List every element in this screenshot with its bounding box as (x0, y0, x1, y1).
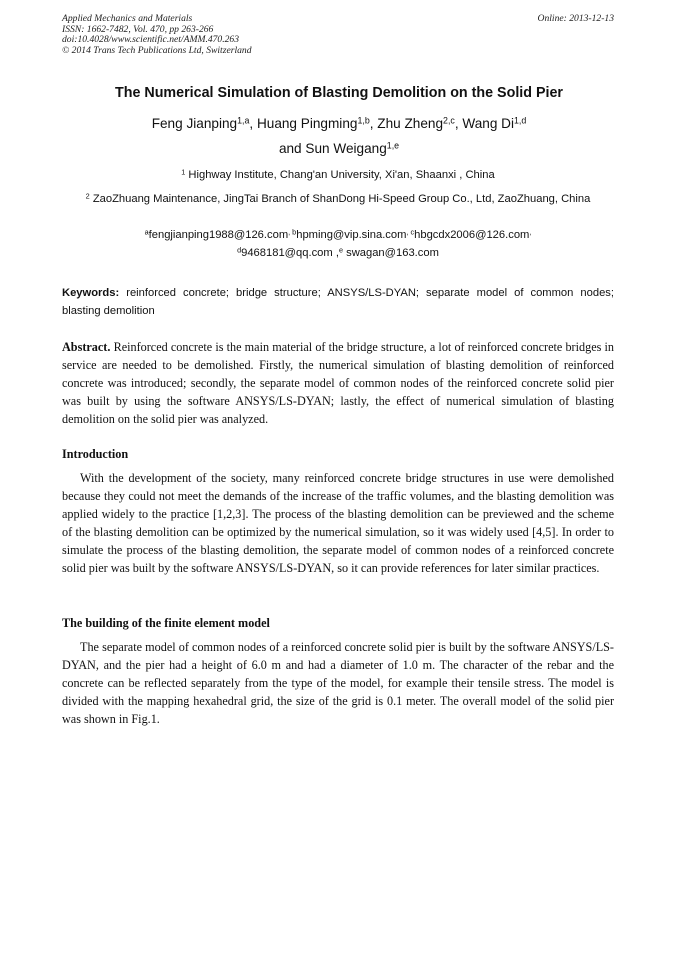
author-name: Zhu Zheng (377, 116, 444, 131)
email-link[interactable]: fengjianping1988@126.com (148, 229, 289, 241)
author-list: Feng Jianping$^{1,a}$, Huang Pingming$^{1,b}$, Zhu Zheng$^{2,c}$, Wang Di$^{1,d}$ and Sun Weigang$^{1,e}$ (151, 115, 527, 156)
email-link[interactable]: swagan@163.com (346, 247, 439, 259)
email-link[interactable]: hpming@vip.sina.com (296, 229, 407, 241)
author-name: Wang Di (462, 116, 515, 131)
author-name: Sun Weigang (305, 141, 387, 156)
author-affiliation-mark: 2,c (443, 115, 455, 126)
doi-line: doi:10.4028/www.scientific.net/AMM.470.263 (62, 34, 240, 46)
affiliation-1 (62, 166, 614, 184)
journal-name: Applied Mechanics and Materials (62, 13, 193, 24)
fem-paragraph: The separate model of common nodes of a reinforced concrete solid pier is built by the software ANSYS/LS-DYAN, and the pier had a height of 6.0 m and had a diameter of 1.0 m. The character of the rebar and the concrete can be reflected separately from the type of the model, for example their tensile stress. The model is divided with the mapping hexahedral grid, the size of the grid is 0.1 meter. The overall model of the solid pier was shown in Fig.1. (62, 640, 614, 726)
copyright-line: © 2014 Trans Tech Publications Ltd, Switzerland (62, 44, 252, 56)
affiliation-mark: 1 (181, 167, 186, 177)
email-mark: , c (406, 227, 415, 237)
author-affiliation-mark: 1,e (386, 140, 400, 151)
author-name: Huang Pingming (256, 116, 358, 131)
abstract-text: Reinforced concrete is the main material of the bridge structure, a lot of reinforced concrete bridges in service are needed to be demolished. Firstly, the numerical simulation of blasting demolition of reinforced concrete was introduced; secondly, the separate model of common nodes of the reinforced concrete solid pier was built by using the software ANSYS/LS-DYAN; lastly, the effect of numerical simulation of blasting demolition on the solid pier was analyzed. (62, 340, 614, 426)
affiliation-2 (62, 190, 614, 208)
author-affiliation-mark: 1,d (514, 115, 527, 126)
email-mark: , b (288, 227, 297, 237)
email-mark: , (529, 227, 532, 237)
author-name: Feng Jianping (151, 116, 238, 131)
affiliation-text: ZaoZhuang Maintenance, JingTai Branch of ShanDong Hi-Speed Group Co., Ltd, ZaoZhuang, China (92, 193, 591, 205)
online-date: Online: 2013-12-13 (537, 13, 614, 24)
abstract (62, 338, 614, 428)
email-mark: d (237, 245, 242, 255)
keywords-text: reinforced concrete; bridge structure; ANSYS/LS-DYAN; separate model of common nodes; blasting demolition (62, 287, 614, 317)
email-link[interactable]: hbgcdx2006@126.com (414, 229, 530, 241)
author-affiliation-mark: 1,a (237, 115, 250, 126)
email-mark: a (144, 227, 149, 237)
abstract-label: Abstract. (62, 340, 111, 354)
section-heading-fem: The building of the finite element model (62, 616, 270, 630)
affiliation-text: Highway Institute, Chang'an University, Xi'an, Shaanxi , China (188, 169, 495, 181)
section-heading-introduction: Introduction (62, 447, 129, 461)
journal-header (62, 14, 614, 56)
affiliation-mark: 2 (85, 191, 90, 201)
author-affiliation-mark: 1,b (357, 115, 370, 126)
keywords (62, 284, 614, 320)
author-emails (62, 226, 614, 262)
introduction-paragraph: With the development of the society, many reinforced concrete bridge structures in use were demolished because they could not meet the demands of the increase of the traffic volumes, and the blasting demolition was applied widely to the practice [1,2,3]. The process of the blasting demolition can be previewed and the scheme of the blasting demolition can be optimized by the numerical simulation, so it was widely used [4,5]. In order to simulate the process of the blasting demolition, the separate model of common nodes of a reinforced concrete solid pier was built by the software ANSYS/LS-DYAN, so it can provide references for later similar practices. (62, 471, 614, 575)
email-mark: e (338, 245, 343, 255)
keywords-label: Keywords: (62, 287, 120, 299)
email-link[interactable]: 9468181@qq.com , (241, 247, 339, 259)
paper-title: The Numerical Simulation of Blasting Demolition on the Solid Pier (114, 85, 563, 101)
issn-line: ISSN: 1662-7482, Vol. 470, pp 263-266 (62, 23, 214, 35)
